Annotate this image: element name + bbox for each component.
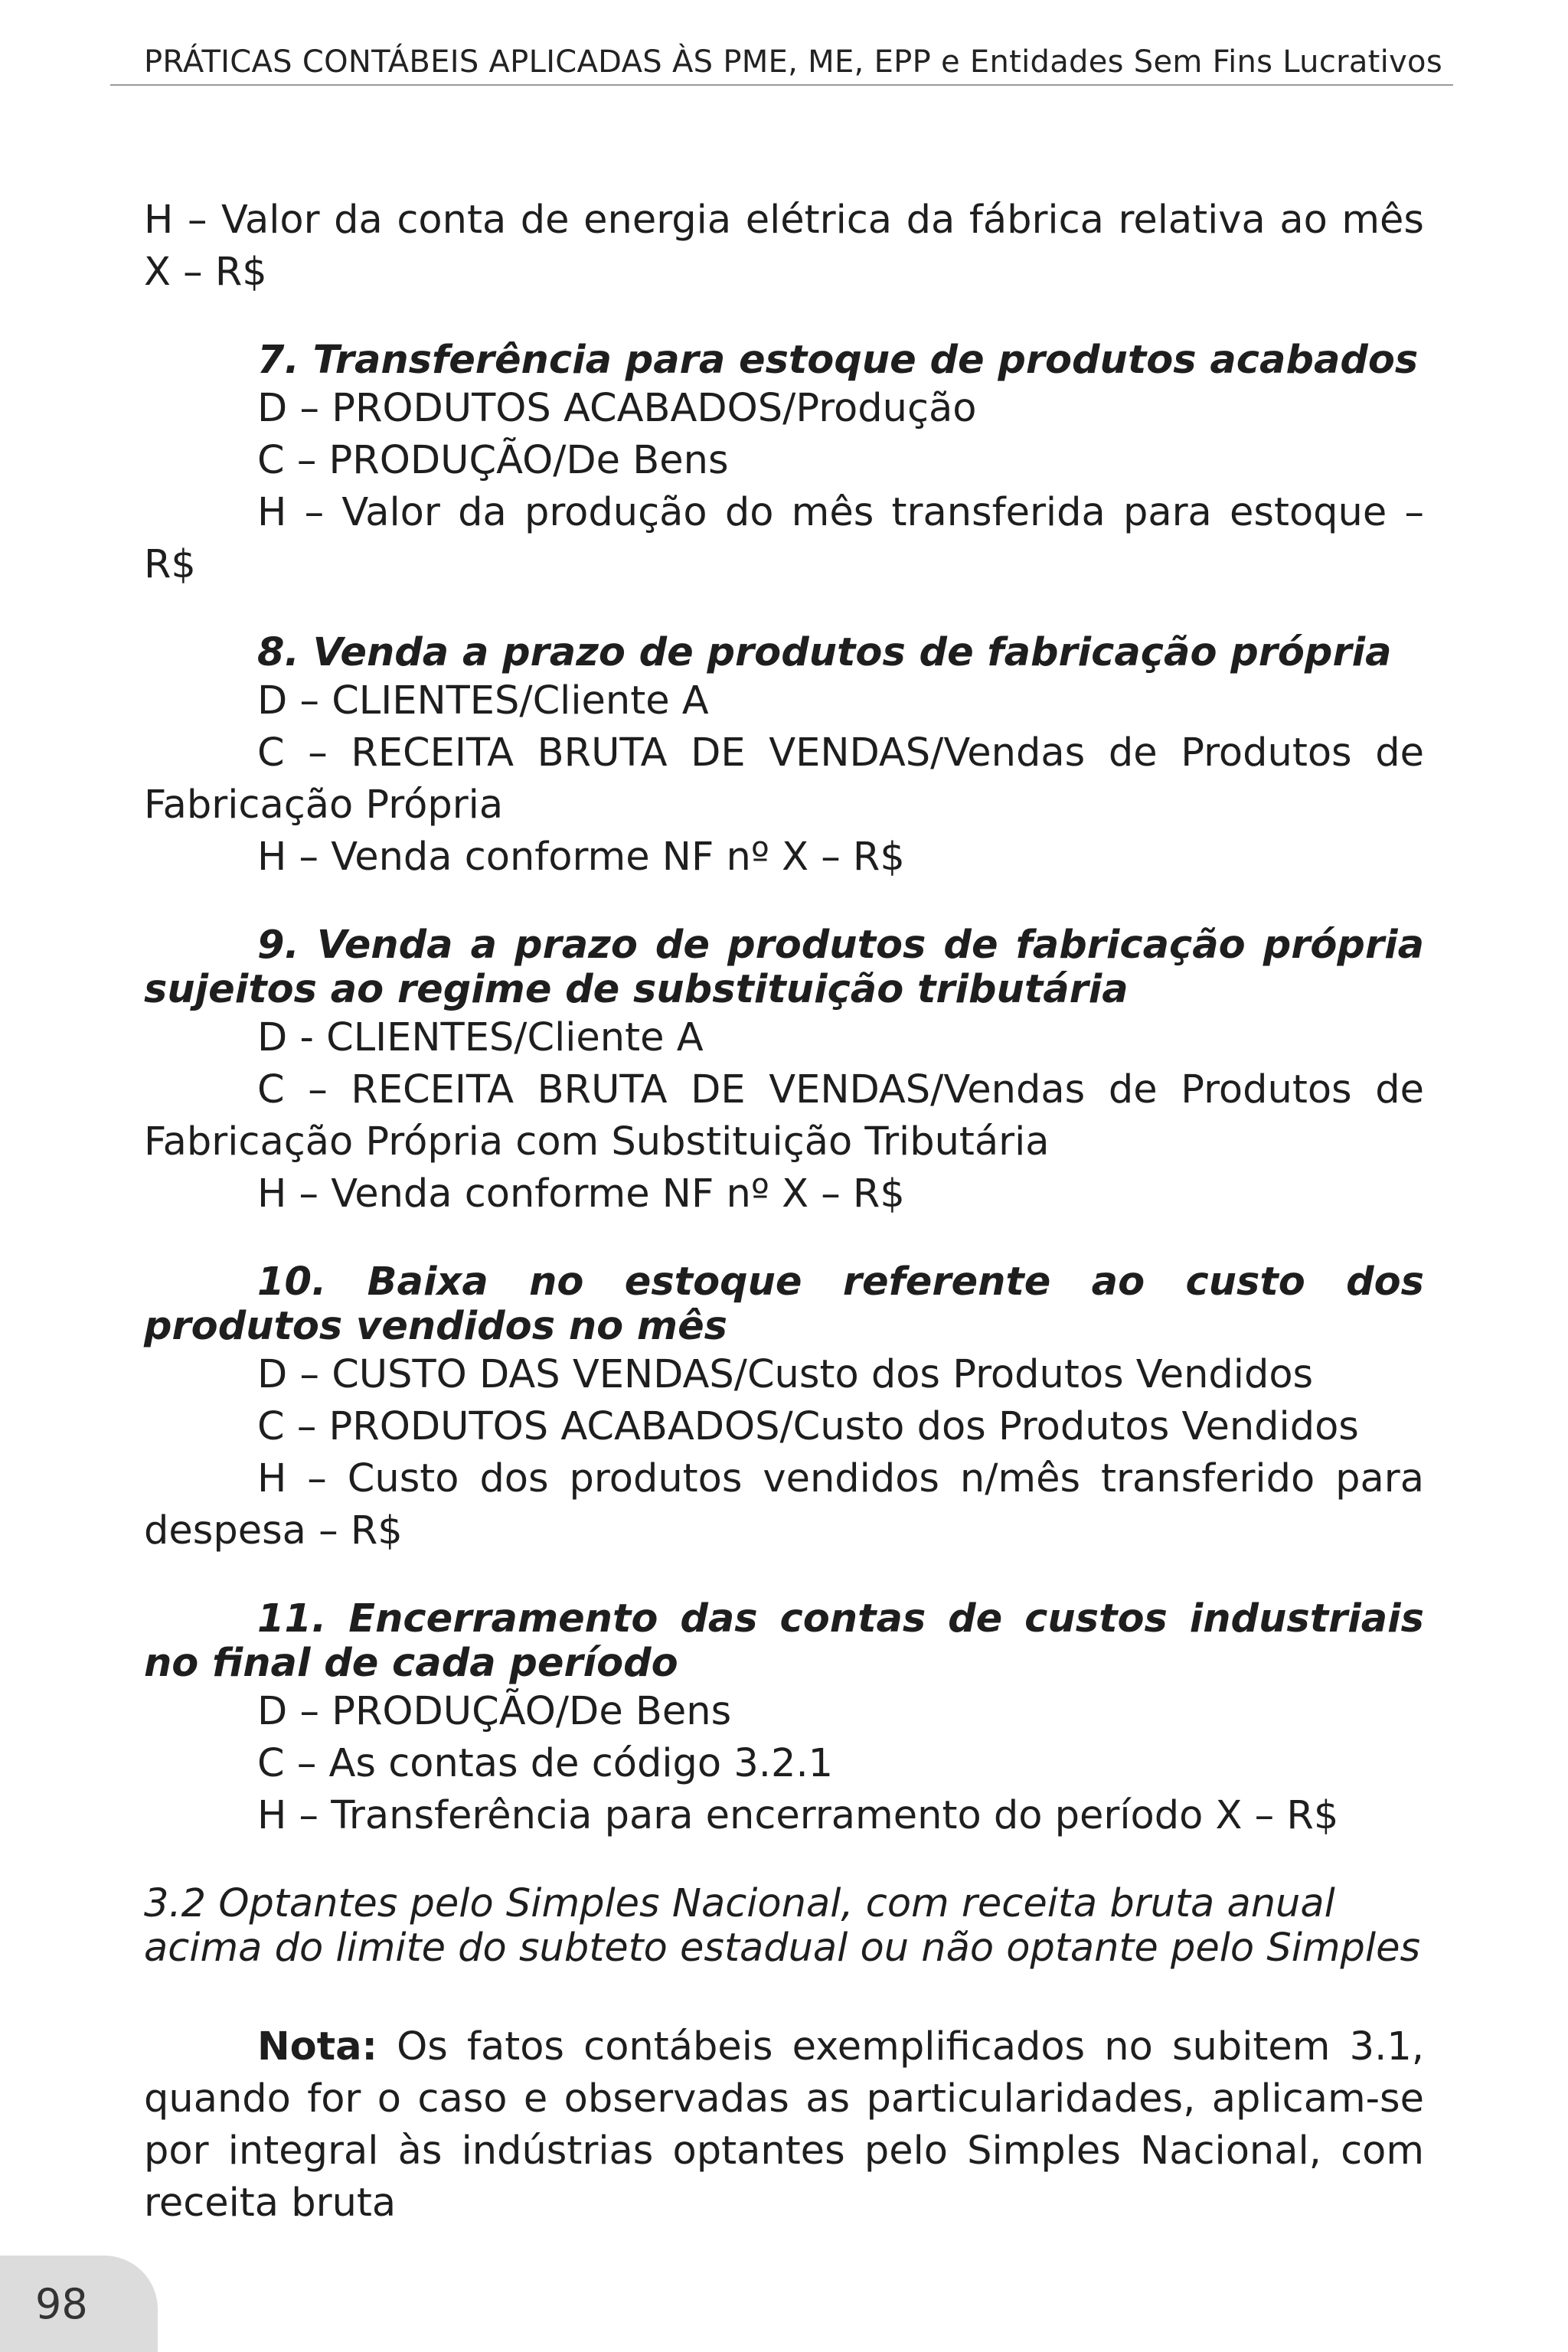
- entry-10-history: H – Custo dos produtos vendidos n/mês transferido para despesa – R$: [144, 1456, 1424, 1553]
- page-number-tab: [0, 2256, 158, 2352]
- entry-11: [144, 1597, 1424, 1842]
- running-header: PRÁTICAS CONTÁBEIS APLICADAS ÀS PME, ME, EPP e Entidades Sem Fins Lucrativos: [144, 44, 1442, 80]
- entry-11-title: 11. Encerramento das contas de custos industriais no final de cada período: [144, 1596, 1424, 1686]
- entry-8-debit: D – CLIENTES/Cliente A: [257, 678, 709, 724]
- entry-10-title: 10. Baixa no estoque referente ao custo dos produtos vendidos no mês: [144, 1259, 1424, 1349]
- entry-9-debit: D - CLIENTES/Cliente A: [257, 1015, 704, 1060]
- note-paragraph: [144, 2021, 1424, 2230]
- entry-11-debit: D – PRODUÇÃO/De Bens: [257, 1689, 732, 1734]
- entry-9: [144, 923, 1424, 1220]
- entry-9-history: H – Venda conforme NF nº X – R$: [257, 1171, 905, 1217]
- entry-10: [144, 1260, 1424, 1557]
- note-text: Os fatos contábeis exemplificados no subitem 3.1, quando for o caso e observadas as particularidades, aplicam-se por integral às indústrias optantes pelo Simples Nacional, com receita bruta: [144, 2024, 1424, 2226]
- entry-10-debit: D – CUSTO DAS VENDAS/Custo dos Produtos Vendidos: [257, 1352, 1314, 1397]
- entry-7: [144, 338, 1424, 591]
- header-divider: [110, 84, 1453, 86]
- entry-7-title: 7. Transferência para estoque de produtos acabados: [257, 338, 1419, 383]
- page-number: 98: [35, 2280, 88, 2328]
- subsection-heading: 3.2 Optantes pelo Simples Nacional, com receita bruta anual acima do limite do subteto estadual ou não optante pelo Simples: [144, 1881, 1421, 1971]
- entry-7-debit: D – PRODUTOS ACABADOS/Produção: [257, 386, 977, 431]
- entry-10-credit: C – PRODUTOS ACABADOS/Custo dos Produtos Vendidos: [257, 1404, 1359, 1449]
- entry-8-credit: C – RECEITA BRUTA DE VENDAS/Vendas de Produtos de Fabricação Própria: [144, 730, 1424, 828]
- note-label: Nota:: [257, 2024, 377, 2069]
- entry-8-title: 8. Venda a prazo de produtos de fabricação própria: [257, 630, 1392, 675]
- entry-9-credit: C – RECEITA BRUTA DE VENDAS/Vendas de Produtos de Fabricação Própria com Substituição Tributária: [144, 1067, 1424, 1165]
- entry-9-title: 9. Venda a prazo de produtos de fabricação própria sujeitos ao regime de substituição tributária: [144, 923, 1424, 1012]
- intro-history-line: H – Valor da conta de energia elétrica da fábrica relativa ao mês X – R$: [144, 198, 1424, 295]
- entry-7-history: H – Valor da produção do mês transferida para estoque – R$: [144, 490, 1424, 587]
- page-body: [144, 194, 1424, 2230]
- entry-11-history: H – Transferência para encerramento do período X – R$: [257, 1793, 1339, 1838]
- entry-11-credit: C – As contas de código 3.2.1: [257, 1741, 834, 1786]
- entry-7-credit: C – PRODUÇÃO/De Bens: [257, 438, 729, 483]
- entry-8-history: H – Venda conforme NF nº X – R$: [257, 835, 905, 880]
- entry-8: [144, 631, 1424, 884]
